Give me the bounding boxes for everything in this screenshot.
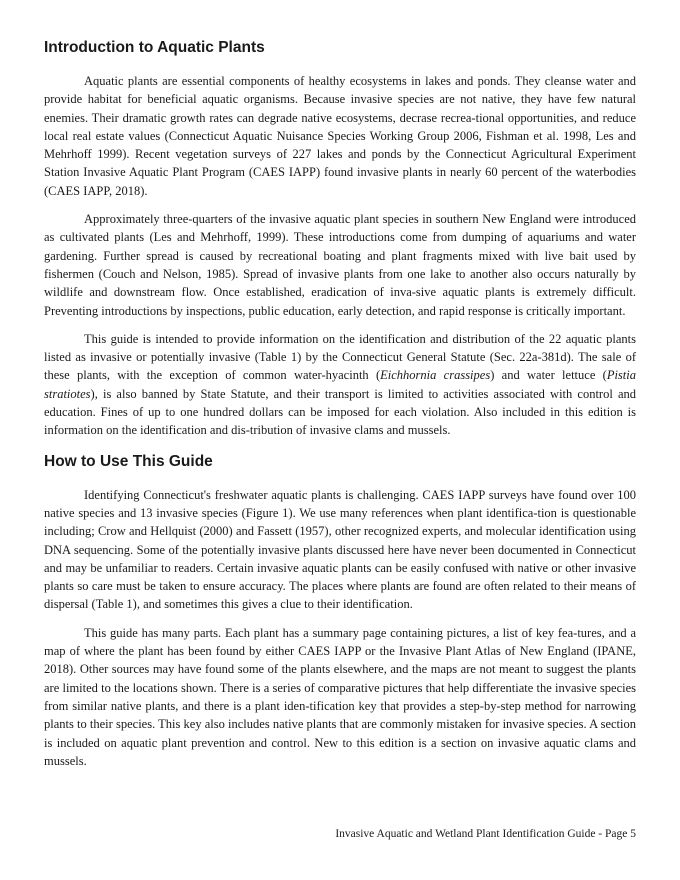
- guide-paragraph-1: Identifying Connecticut's freshwater aquatic plants is challenging. CAES IAPP surveys have found over 100 native species and 13 invasive species (Figure 1). We use many references when plant identifica-tion is questionable including; Crow and Hellquist (2000) and Fassett (1957), other recognized experts, and molecular identification using DNA sequencing. Some of the potentially invasive plants discussed here have never been documented in Connecticut and may be unfamiliar to readers. Certain invasive aquatic plants can be easily confused with native or other invasive plants so care must be taken to ensure accuracy. The places where plants are found are often related to their means of dispersal (Table 1), and sometimes this gives a clue to their identification.: [44, 487, 636, 612]
- intro-paragraph-2: Approximately three-quarters of the invasive aquatic plant species in southern New England were introduced as cultivated plants (Les and Mehrhoff, 1999). These introductions come from dumping of aquariums and water gardening. Further spread is caused by recreational boating and plant fragments mixed with live bait used by fishermen (Couch and Nelson, 1985). Spread of invasive plants from one lake to another also occurs naturally by wildlife and downstream flow. Once established, eradication of inva-sive aquatic plants is extremely difficult. Preventing introductions by inspections, public education, early detection, and rapid response is critically important.: [44, 212, 636, 318]
- intro-paragraph-3: [44, 330, 636, 440]
- scientific-name-pistia: Pistia stratiotes: [44, 368, 636, 401]
- guide-heading: How to Use This Guide: [44, 452, 213, 470]
- intro-heading: Introduction to Aquatic Plants: [44, 39, 265, 56]
- intro-p3-text-c: ), is also banned by State Statute, and their transport is limited to activities associated with control and education. Fines of up to one hundred dollars can be imposed for each violation. Also included in this edition is information on the identification and dis-tribution of invasive clams and mussels.: [44, 386, 636, 438]
- intro-p3-text-a: This guide is intended to provide information on the identification and distribution of the 22 aquatic plants listed as invasive or potentially invasive (Table 1) by the Connecticut General Statute (Sec. 22a-381d). The sale of these plants, with the exception of common water-hyacinth (: [44, 331, 636, 383]
- intro-paragraph-1: Aquatic plants are essential components of healthy ecosystems in lakes and ponds. They cleanse water and provide habitat for beneficial aquatic organisms. Because invasive species are not native, they have few natural enemies. Their dramatic growth rates can degrade native ecosystems, decrase recrea-tional opportunities, and reduce local real estate values (Connecticut Aquatic Nuisance Species Working Group 2006, Fishman et al. 1998, Les and Mehrhoff 1999). Recent vegetation surveys of 227 lakes and ponds by the Connecticut Agricultural Experiment Station Invasive Aquatic Plant Program (CAES IAPP) found invasive plants in nearly 60 percent of the waterbodies (CAES IAPP, 2018).: [44, 74, 636, 198]
- scientific-name-eichhornia: Eichhornia crassipes: [380, 368, 491, 383]
- intro-p3-text-b: ) and water lettuce (: [490, 368, 607, 383]
- page-content: [44, 38, 636, 780]
- guide-paragraph-2: This guide has many parts. Each plant has a summary page containing pictures, a list of key fea-tures, and a map of where the plant has been found by either CAES IAPP or the Invasive Plant Atlas of New England (IPANE, 2018). Other sources may have found some of the plants elsewhere, and the maps are not meant to suggest the plants are limited to the locations shown. There is a series of comparative pictures that help differentiate the invasive species from similar native plants, and there is a plant iden-tification key that provides a step-by-step method for narrowing plants to their species. This key also includes native plants that are commonly mistaken for invasive species. A section is included on aquatic plant prevention and control. New to this edition is a section on invasive aquatic clams and mussels.: [44, 625, 636, 768]
- page-footer: Invasive Aquatic and Wetland Plant Identification Guide - Page 5: [335, 828, 636, 840]
